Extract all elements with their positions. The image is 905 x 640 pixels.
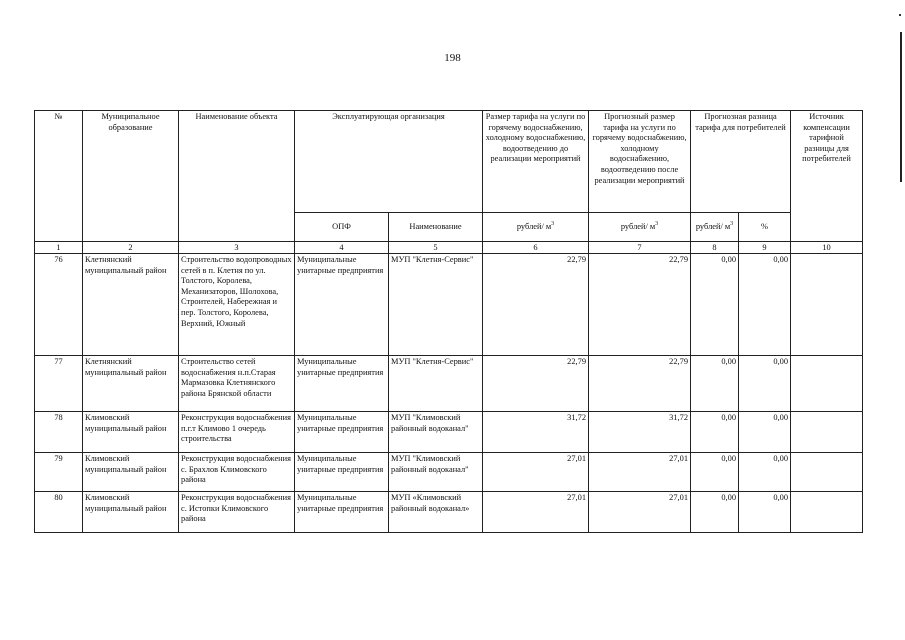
header-operator: Эксплуатирующая организация bbox=[295, 111, 483, 213]
col-number: 4 bbox=[295, 242, 389, 254]
row-tariff-before: 22,79 bbox=[483, 254, 589, 356]
header-unit-after bbox=[589, 213, 691, 242]
row-municipality: Климовский муниципальный район bbox=[83, 453, 179, 492]
header-tariff-after: Прогнозный размер тарифа на услуги по горячему водоснабжению, холодному водоснабжению, водоотведению после реализации мероприятий bbox=[589, 111, 691, 213]
row-object: Реконструкция водоснабжения с. Истопки Климовского района bbox=[179, 492, 295, 533]
page-number: 198 bbox=[444, 52, 461, 64]
col-number: 1 bbox=[35, 242, 83, 254]
col-number: 3 bbox=[179, 242, 295, 254]
col-number: 9 bbox=[739, 242, 791, 254]
scan-artifact bbox=[899, 14, 901, 16]
unit-superscript: 3 bbox=[551, 220, 555, 227]
table-row bbox=[35, 412, 863, 453]
row-num: 76 bbox=[35, 254, 83, 356]
row-num: 77 bbox=[35, 356, 83, 412]
unit-label: рублей/ м bbox=[620, 221, 656, 231]
header-percent: % bbox=[739, 213, 791, 242]
row-num: 78 bbox=[35, 412, 83, 453]
row-diff-pct: 0,00 bbox=[739, 453, 791, 492]
row-diff-pct: 0,00 bbox=[739, 492, 791, 533]
row-municipality: Клетнянский муниципальный район bbox=[83, 356, 179, 412]
row-opf: Муниципальные унитарные предприятия bbox=[295, 453, 389, 492]
col-number: 10 bbox=[791, 242, 863, 254]
row-tariff-before: 27,01 bbox=[483, 453, 589, 492]
row-source bbox=[791, 356, 863, 412]
row-municipality: Климовский муниципальный район bbox=[83, 412, 179, 453]
row-source bbox=[791, 254, 863, 356]
row-tariff-before: 22,79 bbox=[483, 356, 589, 412]
row-operator-name: МУП «Климовский районный водоканал» bbox=[389, 492, 483, 533]
row-diff-rub: 0,00 bbox=[691, 412, 739, 453]
row-num: 79 bbox=[35, 453, 83, 492]
col-number: 5 bbox=[389, 242, 483, 254]
header-name: Наименование bbox=[389, 213, 483, 242]
row-object: Строительство сетей водоснабжения н.п.Старая Мармазовка Клетнянского района Брянской области bbox=[179, 356, 295, 412]
tariff-table bbox=[34, 110, 863, 533]
row-operator-name: МУП "Клетня-Сервис" bbox=[389, 254, 483, 356]
header-object: Наименование объекта bbox=[179, 111, 295, 242]
row-tariff-after: 27,01 bbox=[589, 453, 691, 492]
row-tariff-after: 22,79 bbox=[589, 356, 691, 412]
row-object: Строительство водопроводных сетей в п. Клетня по ул. Толстого, Королева, Механизаторов, Шолохова, Строителей, Набережная и пер. Толстого, Королева, Верхний, Южный bbox=[179, 254, 295, 356]
row-municipality: Клетнянский муниципальный район bbox=[83, 254, 179, 356]
header-tariff-before: Размер тарифа на услуги по горячему водоснабжению, холодному водоснабжению, водоотведению до реализации мероприятий bbox=[483, 111, 589, 213]
header-row bbox=[35, 111, 863, 213]
unit-superscript: 3 bbox=[730, 220, 734, 227]
row-opf: Муниципальные унитарные предприятия bbox=[295, 254, 389, 356]
row-operator-name: МУП "Клетня-Сервис" bbox=[389, 356, 483, 412]
row-diff-rub: 0,00 bbox=[691, 254, 739, 356]
row-num: 80 bbox=[35, 492, 83, 533]
row-diff-rub: 0,00 bbox=[691, 356, 739, 412]
row-diff-rub: 0,00 bbox=[691, 453, 739, 492]
col-number: 2 bbox=[83, 242, 179, 254]
row-tariff-after: 27,01 bbox=[589, 492, 691, 533]
row-opf: Муниципальные унитарные предприятия bbox=[295, 356, 389, 412]
header-unit-diff bbox=[691, 213, 739, 242]
row-tariff-after: 31,72 bbox=[589, 412, 691, 453]
row-operator-name: МУП "Климовский районный водоканал" bbox=[389, 453, 483, 492]
table-row bbox=[35, 492, 863, 533]
header-unit-before bbox=[483, 213, 589, 242]
row-diff-rub: 0,00 bbox=[691, 492, 739, 533]
row-diff-pct: 0,00 bbox=[739, 254, 791, 356]
col-number: 7 bbox=[589, 242, 691, 254]
row-source bbox=[791, 492, 863, 533]
header-diff: Прогнозная разница тарифа для потребителей bbox=[691, 111, 791, 213]
table-row bbox=[35, 356, 863, 412]
col-number: 6 bbox=[483, 242, 589, 254]
row-source bbox=[791, 453, 863, 492]
header-source: Источник компенсации тарифной разницы для потребителей bbox=[791, 111, 863, 242]
row-object: Реконструкция водоснабжения п.г.т Климово 1 очередь строительства bbox=[179, 412, 295, 453]
row-municipality: Климовский муниципальный район bbox=[83, 492, 179, 533]
unit-superscript: 3 bbox=[655, 220, 659, 227]
table-row bbox=[35, 254, 863, 356]
header-municipality: Муниципальное образование bbox=[83, 111, 179, 242]
unit-label: рублей/ м bbox=[516, 221, 552, 231]
header-num: № bbox=[35, 111, 83, 242]
table-row bbox=[35, 453, 863, 492]
row-tariff-after: 22,79 bbox=[589, 254, 691, 356]
row-opf: Муниципальные унитарные предприятия bbox=[295, 412, 389, 453]
col-number: 8 bbox=[691, 242, 739, 254]
header-opf: ОПФ bbox=[295, 213, 389, 242]
row-diff-pct: 0,00 bbox=[739, 412, 791, 453]
unit-label: рублей/ м bbox=[695, 221, 731, 231]
row-diff-pct: 0,00 bbox=[739, 356, 791, 412]
row-source bbox=[791, 412, 863, 453]
row-tariff-before: 31,72 bbox=[483, 412, 589, 453]
row-tariff-before: 27,01 bbox=[483, 492, 589, 533]
row-opf: Муниципальные унитарные предприятия bbox=[295, 492, 389, 533]
row-object: Реконструкция водоснабжения с. Брахлов Климовского района bbox=[179, 453, 295, 492]
column-number-row bbox=[35, 242, 863, 254]
row-operator-name: МУП "Климовский районный водоканал" bbox=[389, 412, 483, 453]
